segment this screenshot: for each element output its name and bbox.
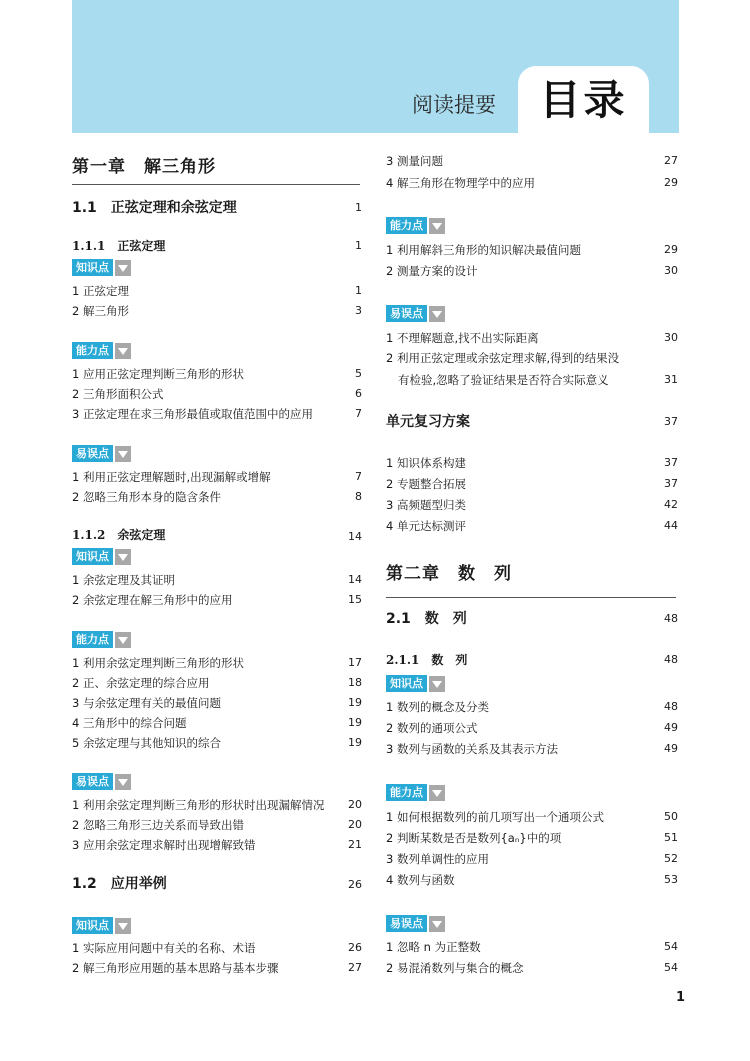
badge-knowledge bbox=[72, 917, 131, 934]
toc-entry[interactable]: 2 测量方案的设计 bbox=[386, 264, 478, 278]
toc-entry[interactable]: 1 应用正弦定理判断三角形的形状 bbox=[72, 367, 244, 381]
subsection-1-1-1[interactable]: 1.1.1 正弦定理 bbox=[72, 239, 166, 253]
toc-entry[interactable]: 3 与余弦定理有关的最值问题 bbox=[72, 696, 221, 710]
subsection-page: 1 bbox=[355, 239, 362, 252]
toc-page: 50 bbox=[664, 810, 678, 823]
subsection-2-1-1[interactable]: 2.1.1 数 列 bbox=[386, 653, 468, 667]
toc-entry[interactable]: 3 数列与函数的关系及其表示方法 bbox=[386, 742, 558, 756]
chevron-down-icon bbox=[429, 785, 445, 801]
section-page: 1 bbox=[355, 201, 362, 214]
toc-entry[interactable]: 1 利用余弦定理判断三角形的形状时出现漏解情况 bbox=[72, 798, 325, 812]
toc-entry[interactable]: 4 数列与函数 bbox=[386, 873, 455, 887]
badge-label: 知识点 bbox=[72, 917, 113, 934]
subsection-page: 48 bbox=[664, 653, 678, 666]
toc-entry[interactable]: 1 实际应用问题中有关的名称、术语 bbox=[72, 941, 256, 955]
toc-page: 37 bbox=[664, 477, 678, 490]
section-1-2[interactable]: 1.2 应用举例 bbox=[72, 876, 167, 892]
toc-page: 26 bbox=[348, 941, 362, 954]
toc-page: 7 bbox=[355, 407, 362, 420]
badge-knowledge bbox=[72, 259, 131, 276]
chevron-down-icon bbox=[115, 549, 131, 565]
toc-entry[interactable]: 1 如何根据数列的前几项写出一个通项公式 bbox=[386, 810, 604, 824]
badge-ability bbox=[386, 784, 445, 801]
toc-page: 19 bbox=[348, 716, 362, 729]
toc-page: 30 bbox=[664, 331, 678, 344]
toc-page: 53 bbox=[664, 873, 678, 886]
toc-page: 30 bbox=[664, 264, 678, 277]
toc-entry[interactable]: 4 解三角形在物理学中的应用 bbox=[386, 176, 535, 190]
chapter-1-title: 第一章 解三角形 bbox=[72, 157, 216, 177]
badge-label: 知识点 bbox=[72, 548, 113, 565]
toc-page: 8 bbox=[355, 490, 362, 503]
toc-entry[interactable]: 1 不理解题意,找不出实际距离 bbox=[386, 331, 539, 345]
badge-label: 能力点 bbox=[386, 217, 427, 234]
chevron-down-icon bbox=[429, 218, 445, 234]
badge-label: 知识点 bbox=[72, 259, 113, 276]
subsection-1-1-2[interactable]: 1.1.2 余弦定理 bbox=[72, 528, 166, 542]
chevron-down-icon bbox=[115, 632, 131, 648]
toc-entry[interactable]: 5 余弦定理与其他知识的综合 bbox=[72, 736, 221, 750]
toc-page: 54 bbox=[664, 961, 678, 974]
badge-ability bbox=[386, 217, 445, 234]
toc-entry[interactable]: 2 正、余弦定理的综合应用 bbox=[72, 676, 210, 690]
badge-error bbox=[386, 915, 445, 932]
chevron-down-icon bbox=[115, 260, 131, 276]
toc-entry[interactable]: 2 数列的通项公式 bbox=[386, 721, 478, 735]
badge-knowledge bbox=[72, 548, 131, 565]
toc-page: 6 bbox=[355, 387, 362, 400]
toc-entry[interactable]: 1 余弦定理及其证明 bbox=[72, 573, 175, 587]
toc-page: 18 bbox=[348, 676, 362, 689]
toc-entry[interactable]: 1 利用正弦定理解题时,出现漏解或增解 bbox=[72, 470, 271, 484]
toc-page: 27 bbox=[664, 154, 678, 167]
page-subtitle: 阅读提要 bbox=[412, 93, 496, 117]
toc-entry[interactable]: 2 余弦定理在解三角形中的应用 bbox=[72, 593, 233, 607]
badge-error bbox=[72, 773, 131, 790]
toc-entry[interactable]: 4 单元达标测评 bbox=[386, 519, 466, 533]
page-title: 目录 bbox=[539, 76, 628, 124]
section-1-1[interactable]: 1.1 正弦定理和余弦定理 bbox=[72, 200, 237, 216]
toc-entry[interactable]: 2 判断某数是否是数列{aₙ}中的项 bbox=[386, 831, 562, 845]
subsection-page: 14 bbox=[348, 530, 362, 543]
toc-page: 49 bbox=[664, 742, 678, 755]
chevron-down-icon bbox=[429, 306, 445, 322]
section-2-1[interactable]: 2.1 数 列 bbox=[386, 611, 467, 627]
badge-label: 能力点 bbox=[72, 631, 113, 648]
chevron-down-icon bbox=[115, 774, 131, 790]
badge-knowledge bbox=[386, 675, 445, 692]
chapter-rule bbox=[72, 184, 360, 185]
toc-entry[interactable]: 2 易混淆数列与集合的概念 bbox=[386, 961, 524, 975]
toc-page: 31 bbox=[664, 373, 678, 386]
chevron-down-icon bbox=[115, 446, 131, 462]
toc-page: 48 bbox=[664, 700, 678, 713]
badge-label: 易误点 bbox=[72, 773, 113, 790]
toc-page: 19 bbox=[348, 736, 362, 749]
badge-label: 能力点 bbox=[72, 342, 113, 359]
toc-page: 21 bbox=[348, 838, 362, 851]
badge-label: 易误点 bbox=[386, 915, 427, 932]
toc-page: 52 bbox=[664, 852, 678, 865]
chevron-down-icon bbox=[429, 916, 445, 932]
toc-page: 20 bbox=[348, 818, 362, 831]
toc-entry[interactable]: 1 知识体系构建 bbox=[386, 456, 466, 470]
section-page: 26 bbox=[348, 878, 362, 891]
chapter-2-title: 第二章 数 列 bbox=[386, 564, 512, 584]
toc-page: 29 bbox=[664, 243, 678, 256]
badge-ability bbox=[72, 342, 131, 359]
toc-entry[interactable]: 2 利用正弦定理或余弦定理求解,得到的结果没 bbox=[386, 351, 620, 365]
toc-page: 54 bbox=[664, 940, 678, 953]
badge-error bbox=[72, 445, 131, 462]
toc-page: 29 bbox=[664, 176, 678, 189]
toc-entry[interactable]: 3 应用余弦定理求解时出现增解致错 bbox=[72, 838, 256, 852]
toc-page: 37 bbox=[664, 456, 678, 469]
toc-entry[interactable]: 4 三角形中的综合问题 bbox=[72, 716, 187, 730]
toc-entry[interactable]: 1 正弦定理 bbox=[72, 284, 129, 298]
badge-label: 知识点 bbox=[386, 675, 427, 692]
toc-entry[interactable]: 2 解三角形应用题的基本思路与基本步骤 bbox=[72, 961, 279, 975]
section-page: 37 bbox=[664, 415, 678, 428]
chapter-rule bbox=[386, 597, 676, 598]
toc-page: 15 bbox=[348, 593, 362, 606]
badge-error bbox=[386, 305, 445, 322]
toc-entry[interactable]: 3 高频题型归类 bbox=[386, 498, 466, 512]
toc-entry[interactable]: 1 利用余弦定理判断三角形的形状 bbox=[72, 656, 244, 670]
toc-page: 49 bbox=[664, 721, 678, 734]
toc-page: 42 bbox=[664, 498, 678, 511]
toc-page: 19 bbox=[348, 696, 362, 709]
badge-label: 易误点 bbox=[386, 305, 427, 322]
toc-page: 14 bbox=[348, 573, 362, 586]
toc-entry[interactable]: 3 正弦定理在求三角形最值或取值范围中的应用 bbox=[72, 407, 313, 421]
unit-review[interactable]: 单元复习方案 bbox=[386, 414, 470, 430]
toc-entry[interactable]: 2 忽略三角形本身的隐含条件 bbox=[72, 490, 221, 504]
toc-entry[interactable]: 1 忽略 n 为正整数 bbox=[386, 940, 481, 954]
chevron-down-icon bbox=[429, 676, 445, 692]
toc-page: 20 bbox=[348, 798, 362, 811]
toc-page: 27 bbox=[348, 961, 362, 974]
toc-page: 51 bbox=[664, 831, 678, 844]
toc-entry[interactable]: 2 忽略三角形三边关系而导致出错 bbox=[72, 818, 244, 832]
chevron-down-icon bbox=[115, 343, 131, 359]
toc-page: 1 bbox=[355, 284, 362, 297]
badge-label: 能力点 bbox=[386, 784, 427, 801]
toc-entry[interactable]: 2 解三角形 bbox=[72, 304, 129, 318]
page-number: 1 bbox=[676, 990, 686, 1005]
toc-page: 17 bbox=[348, 656, 362, 669]
toc-entry[interactable]: 2 专题整合拓展 bbox=[386, 477, 466, 491]
badge-label: 易误点 bbox=[72, 445, 113, 462]
toc-entry-cont[interactable]: 有检验,忽略了验证结果是否符合实际意义 bbox=[398, 373, 609, 387]
toc-page: 7 bbox=[355, 470, 362, 483]
toc-page: 5 bbox=[355, 367, 362, 380]
badge-ability bbox=[72, 631, 131, 648]
toc-page: 44 bbox=[664, 519, 678, 532]
toc-entry[interactable]: 3 测量问题 bbox=[386, 154, 443, 168]
chevron-down-icon bbox=[115, 918, 131, 934]
toc-entry[interactable]: 1 数列的概念及分类 bbox=[386, 700, 489, 714]
toc-entry[interactable]: 3 数列单调性的应用 bbox=[386, 852, 489, 866]
toc-entry[interactable]: 2 三角形面积公式 bbox=[72, 387, 164, 401]
toc-page: 3 bbox=[355, 304, 362, 317]
toc-entry[interactable]: 1 利用解斜三角形的知识解决最值问题 bbox=[386, 243, 581, 257]
section-page: 48 bbox=[664, 612, 678, 625]
